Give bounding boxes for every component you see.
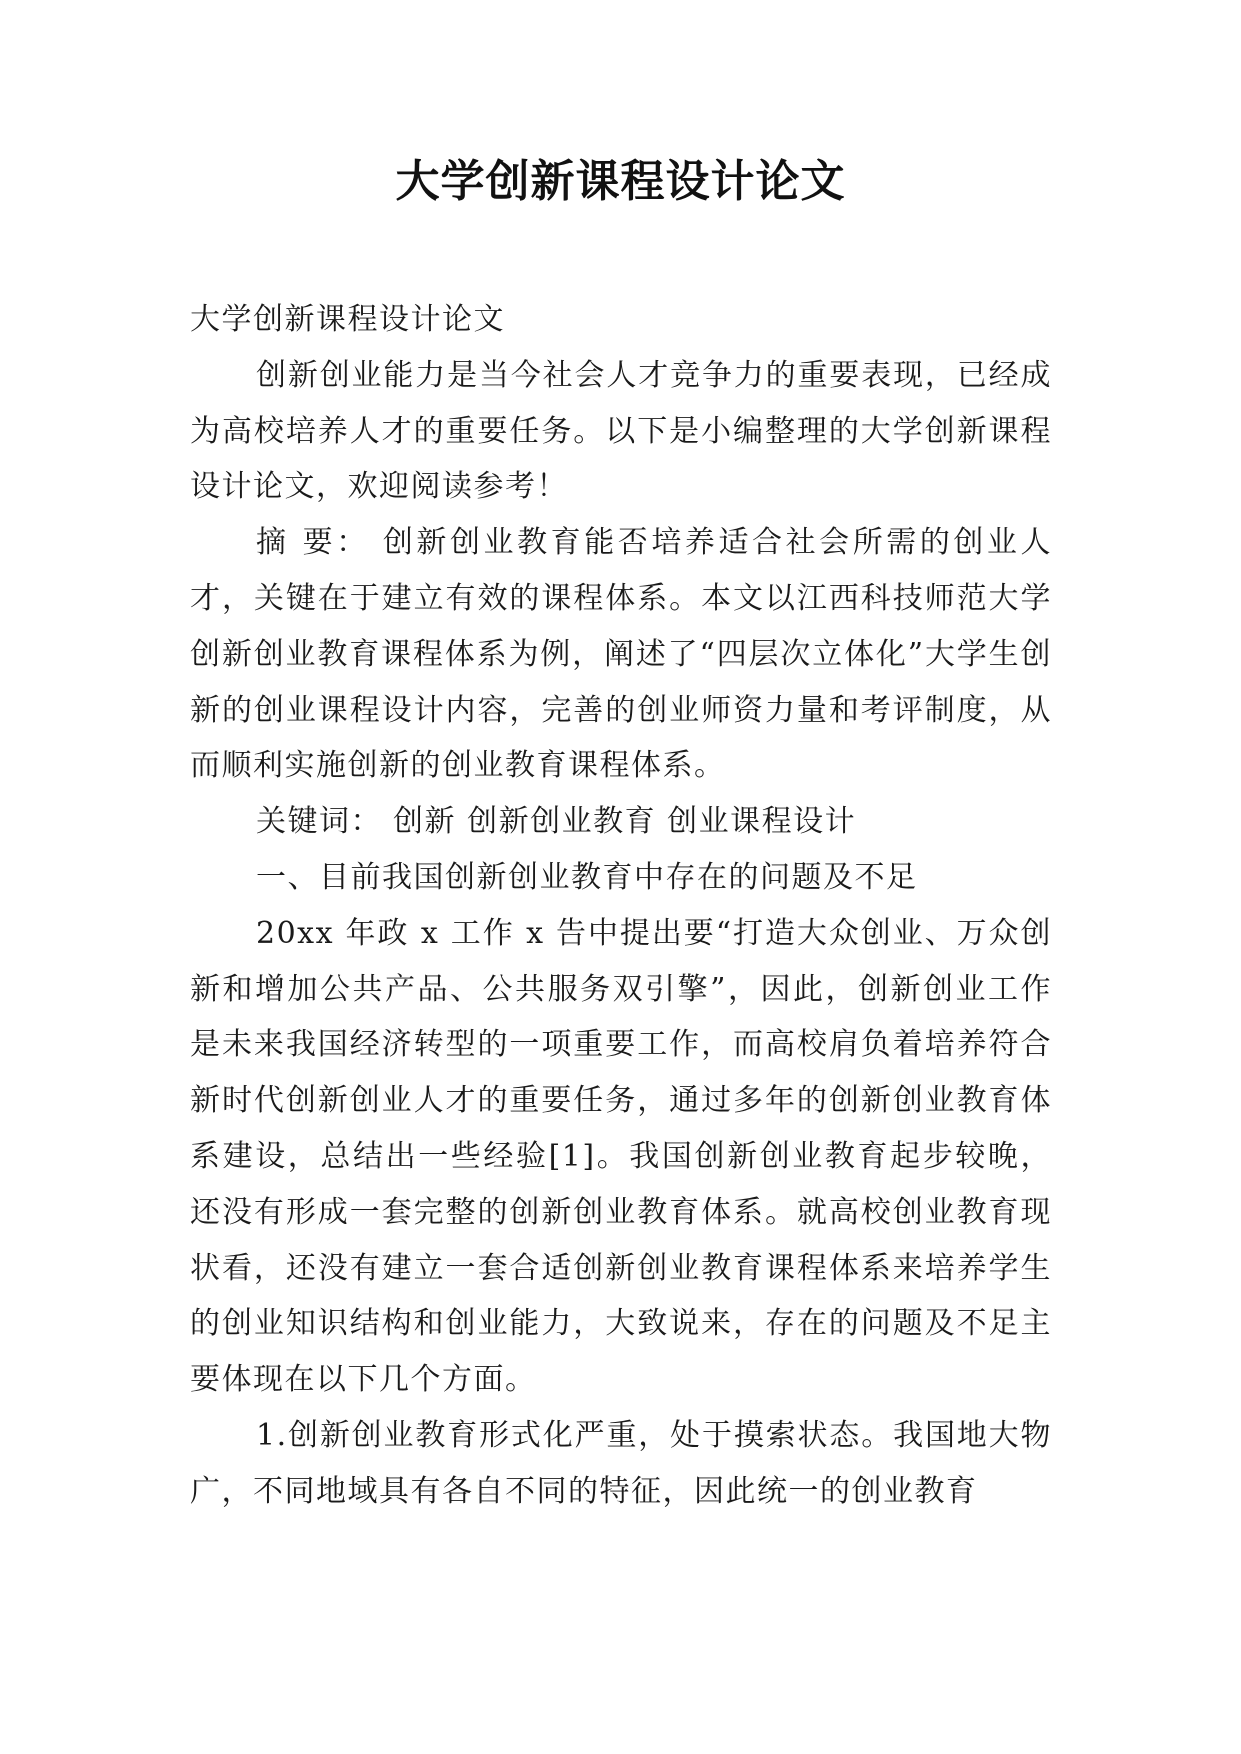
paragraph-keywords: 关键词： 创新 创新创业教育 创业课程设计	[256, 804, 857, 840]
paragraph-point-1: 1.创新创业教育形式化严重，处于摸索状态。我国地大物广，不同地域具有各自不同的特征，因此统一的创业教育	[190, 1417, 1052, 1509]
paragraph-body: 20xx 年政 x 工作 x 告中提出要“打造大众创业、万众创新和增加公共产品、公共服务双引擎”，因此，创新创业工作是未来我国经济转型的一项重要工作，而高校肩负着培养符合新时代创新创业人才的重要任务，通过多年的创新创业教育体系建设，总结出一些经验[1]。我国创新创业教育起步较晚，还没有形成一套完整的创新创业教育体系。就高校创业教育现状看，还没有建立一套合适创新创业教育课程体系来培养学生的创业知识结构和创业能力，大致说来，存在的问题及不足主要体现在以下几个方面。	[190, 915, 1052, 1398]
document-title: 大学创新课程设计论文	[395, 156, 846, 207]
paragraph-abstract: 摘 要： 创新创业教育能否培养适合社会所需的创业人才，关键在于建立有效的课程体系。本文以江西科技师范大学创新创业教育课程体系为例，阐述了“四层次立体化”大学生创新的创业课程设计内容，完善的创业师资力量和考评制度，从而顺利实施创新的创业教育课程体系。	[190, 525, 1052, 784]
document-body	[190, 292, 1052, 1520]
paragraph-subtitle: 大学创新课程设计论文	[190, 302, 505, 337]
section-heading: 一、目前我国创新创业教育中存在的问题及不足	[256, 859, 918, 895]
paragraph-intro: 创新创业能力是当今社会人才竞争力的重要表现，已经成为高校培养人才的重要任务。以下是小编整理的大学创新课程设计论文，欢迎阅读参考！	[190, 357, 1052, 505]
